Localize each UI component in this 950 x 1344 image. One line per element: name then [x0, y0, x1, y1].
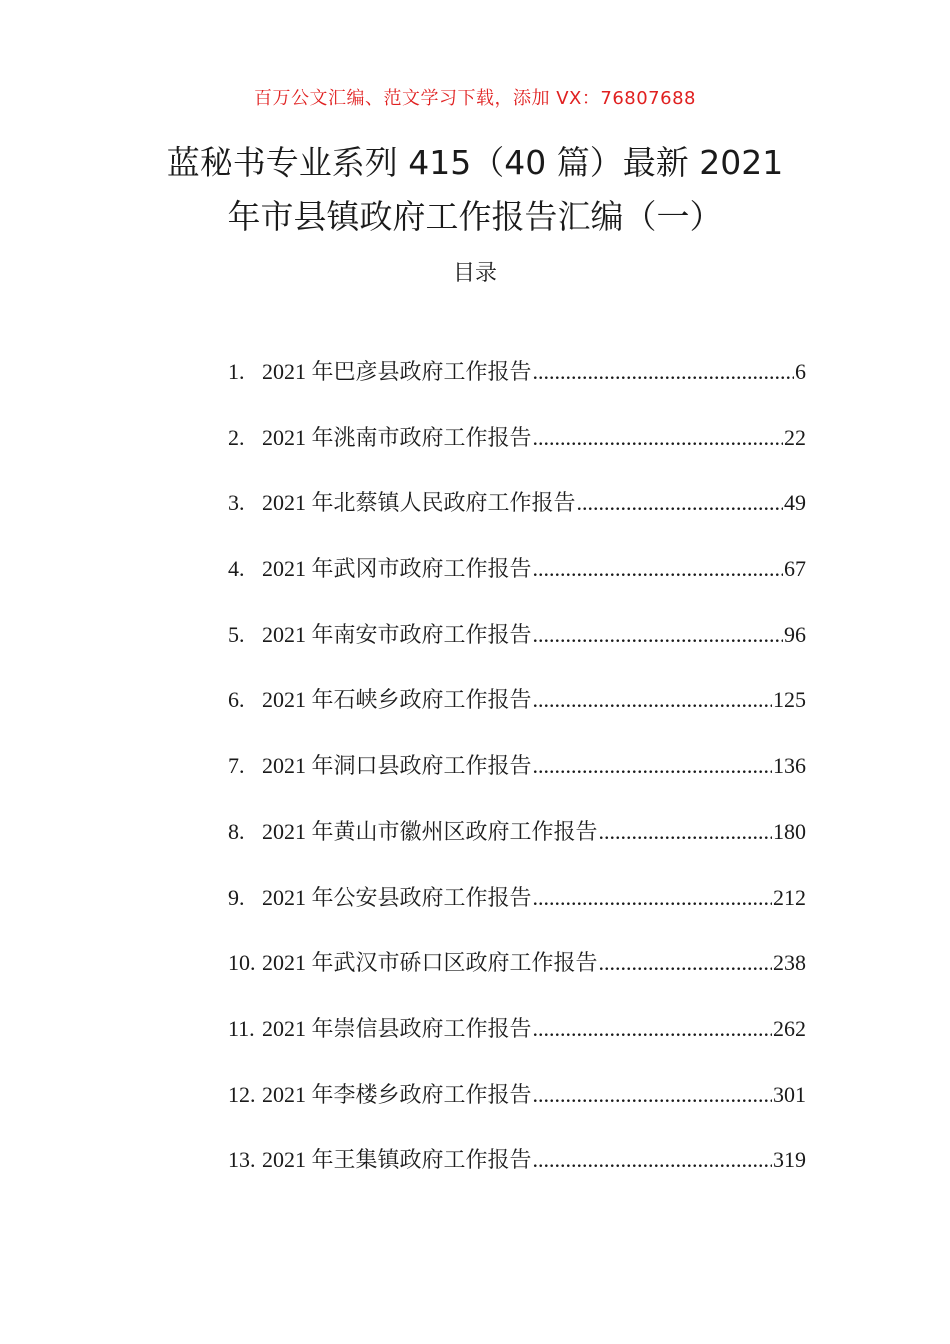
toc-item-label: 2021 年李楼乡政府工作报告: [262, 1081, 532, 1107]
toc-item-label: 2021 年武汉市硚口区政府工作报告: [262, 950, 598, 976]
toc-item-page: 96: [784, 621, 806, 647]
toc-item[interactable]: [228, 1078, 806, 1144]
toc-item-number: 11.: [228, 1015, 255, 1041]
toc-leader-dots: [533, 425, 783, 451]
toc-item-page: 262: [773, 1015, 806, 1041]
toc-item-page: 22: [784, 424, 806, 450]
toc-item-label: 2021 年北蔡镇人民政府工作报告: [262, 490, 576, 516]
toc-item-page: 301: [773, 1081, 806, 1107]
toc-item-number: 9.: [228, 884, 245, 910]
toc-leader-dots: [533, 885, 772, 911]
toc-item-number: 10.: [228, 950, 256, 976]
toc-item[interactable]: [228, 815, 806, 881]
toc-leader-dots: [599, 819, 772, 845]
toc-item-page: 125: [773, 687, 806, 713]
document-title: [120, 136, 830, 244]
title-line-1: 蓝秘书专业系列 415（40 篇）最新 2021: [166, 143, 784, 182]
toc-heading: 目录: [452, 261, 497, 286]
toc-item-page: 238: [773, 950, 806, 976]
toc-item[interactable]: [228, 552, 806, 618]
toc-item-number: 4.: [228, 556, 245, 582]
toc-item[interactable]: [228, 1143, 806, 1209]
toc-item-label: 2021 年洮南市政府工作报告: [262, 424, 532, 450]
toc-item-number: 8.: [228, 818, 245, 844]
toc-leader-dots: [599, 950, 772, 976]
toc-item-number: 13.: [228, 1147, 256, 1173]
toc-item-page: 67: [784, 556, 806, 582]
toc-item-page: 180: [773, 818, 806, 844]
toc-item-number: 12.: [228, 1081, 256, 1107]
toc-item-page: 49: [784, 490, 806, 516]
toc-item-page: 136: [773, 753, 806, 779]
toc-item-number: 5.: [228, 621, 245, 647]
toc-item-label: 2021 年黄山市徽州区政府工作报告: [262, 818, 598, 844]
toc-leader-dots: [533, 556, 783, 582]
toc-item-label: 2021 年洞口县政府工作报告: [262, 753, 532, 779]
toc-item-label: 2021 年南安市政府工作报告: [262, 621, 532, 647]
toc-item-label: 2021 年石峡乡政府工作报告: [262, 687, 532, 713]
toc-item[interactable]: [228, 1012, 806, 1078]
toc-leader-dots: [533, 1147, 772, 1173]
toc-item-number: 7.: [228, 753, 245, 779]
toc-item-page: 212: [773, 884, 806, 910]
toc-leader-dots: [533, 622, 783, 648]
toc-item[interactable]: [228, 486, 806, 552]
toc-item-number: 1.: [228, 359, 245, 384]
toc-leader-dots: [533, 359, 794, 385]
toc-item[interactable]: [228, 749, 806, 815]
toc-item-label: 2021 年王集镇政府工作报告: [262, 1147, 532, 1173]
table-of-contents: [228, 355, 806, 1209]
toc-item-label: 2021 年巴彦县政府工作报告: [262, 359, 532, 384]
toc-item-label: 2021 年公安县政府工作报告: [262, 884, 532, 910]
toc-leader-dots: [533, 753, 772, 779]
toc-item-number: 3.: [228, 490, 245, 516]
toc-item-label: 2021 年武冈市政府工作报告: [262, 556, 532, 582]
toc-leader-dots: [533, 687, 772, 713]
toc-item-page: 6: [795, 359, 806, 384]
toc-item-number: 2.: [228, 424, 245, 450]
title-line-2: 年市县镇政府工作报告汇编（一）: [227, 197, 723, 236]
toc-item[interactable]: [228, 946, 806, 1012]
toc-item[interactable]: [228, 881, 806, 947]
toc-item[interactable]: [228, 618, 806, 684]
toc-leader-dots: [533, 1016, 772, 1042]
toc-item[interactable]: [228, 421, 806, 487]
toc-item[interactable]: [228, 355, 806, 421]
toc-item-page: 319: [773, 1147, 806, 1173]
toc-item[interactable]: [228, 683, 806, 749]
header-note: 百万公文汇编、范文学习下载，添加 VX：76807688: [254, 88, 696, 109]
toc-leader-dots: [577, 490, 783, 516]
toc-item-number: 6.: [228, 687, 245, 713]
toc-leader-dots: [533, 1082, 772, 1108]
toc-item-label: 2021 年崇信县政府工作报告: [262, 1015, 532, 1041]
